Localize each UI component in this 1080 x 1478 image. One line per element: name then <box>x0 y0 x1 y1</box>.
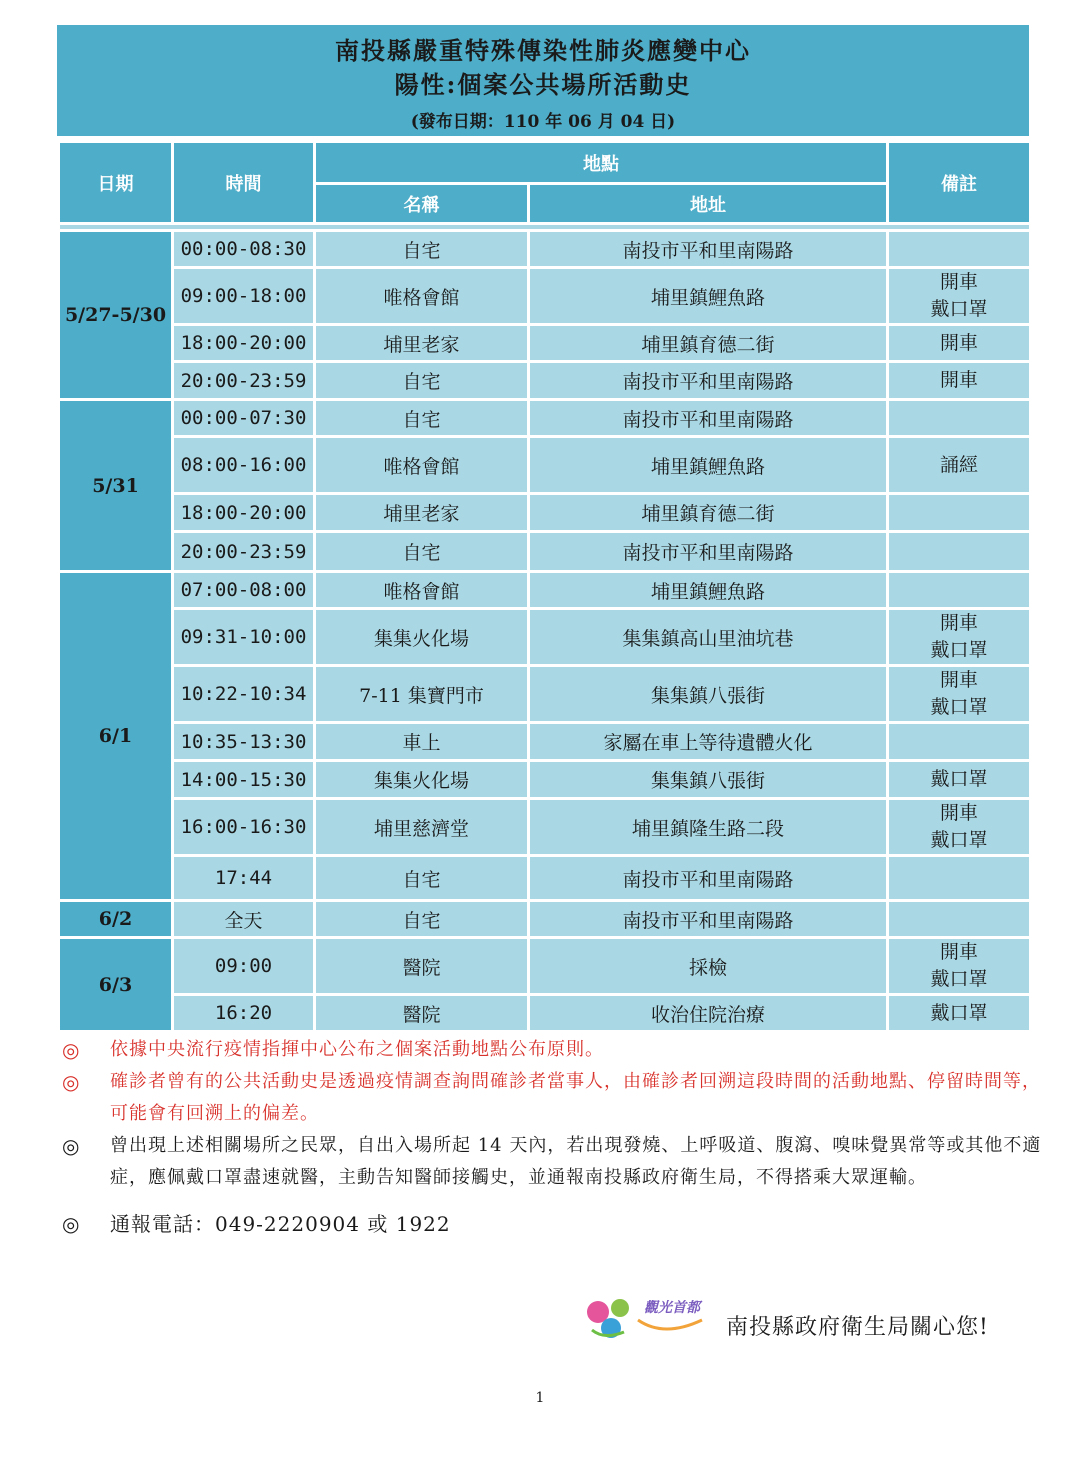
address-cell: 集集鎮八張街 <box>529 761 888 799</box>
remark-cell: 開車 戴口罩 <box>888 799 1031 856</box>
remark-cell <box>888 400 1031 437</box>
remark-cell <box>888 572 1031 609</box>
header-address: 地址 <box>529 184 888 224</box>
time-cell: 10:22-10:34 <box>173 666 315 723</box>
table-row <box>59 856 1031 901</box>
time-cell: 09:00 <box>173 938 315 995</box>
address-cell: 南投市平和里南陽路 <box>529 231 888 268</box>
date-cell: 5/31 <box>59 400 173 572</box>
note-text: 確診者曾有的公共活動史是透過疫情調查詢問確診者當事人，由確診者回溯這段時間的活動地點、停留時間等，可能會有回溯上的偏差。 <box>110 1071 1041 1124</box>
time-cell: 18:00-20:00 <box>173 494 315 532</box>
note-text: 曾出現上述相關場所之民眾，自出入場所起 14 天內，若出現發燒、上呼吸道、腹瀉、嗅味覺異常等或其他不適症，應佩戴口罩盡速就醫，主動告知醫師接觸史，並通報南投縣政府衛生局，不得搭乘大眾運輸。 <box>110 1135 1042 1188</box>
remark-cell: 開車 戴口罩 <box>888 666 1031 723</box>
remark-cell: 戴口罩 <box>888 761 1031 799</box>
table-row <box>59 325 1031 362</box>
table-row <box>59 901 1031 938</box>
address-cell: 南投市平和里南陽路 <box>529 362 888 400</box>
remark-cell: 開車 戴口罩 <box>888 938 1031 995</box>
name-cell: 7-11 集寶門市 <box>315 666 529 723</box>
table-row <box>59 494 1031 532</box>
table-row <box>59 437 1031 494</box>
time-cell: 20:00-23:59 <box>173 532 315 572</box>
table-separator <box>59 224 1031 231</box>
footer <box>584 1290 1024 1350</box>
time-cell: 07:00-08:00 <box>173 572 315 609</box>
table-row <box>59 532 1031 572</box>
header-date: 日期 <box>59 142 173 224</box>
time-cell: 10:35-13:30 <box>173 723 315 761</box>
table-row <box>59 723 1031 761</box>
name-cell: 自宅 <box>315 231 529 268</box>
remark-cell <box>888 532 1031 572</box>
time-cell: 17:44 <box>173 856 315 901</box>
document-title: 南投縣嚴重特殊傳染性肺炎應變中心 <box>335 36 751 65</box>
name-cell: 集集火化場 <box>315 609 529 666</box>
name-cell: 車上 <box>315 723 529 761</box>
table-row <box>59 761 1031 799</box>
name-cell: 醫院 <box>315 995 529 1032</box>
address-cell: 埔里鎮鯉魚路 <box>529 437 888 494</box>
time-cell: 16:00-16:30 <box>173 799 315 856</box>
separator-cell <box>59 224 1031 231</box>
table-row <box>59 231 1031 268</box>
date-cell: 6/2 <box>59 901 173 938</box>
name-cell: 醫院 <box>315 938 529 995</box>
note-phone <box>62 1208 1042 1240</box>
address-cell: 南投市平和里南陽路 <box>529 856 888 901</box>
address-cell: 埔里鎮鯉魚路 <box>529 572 888 609</box>
remark-cell <box>888 723 1031 761</box>
table-body <box>59 224 1031 1032</box>
table-row <box>59 268 1031 325</box>
date-cell: 6/1 <box>59 572 173 901</box>
phone-text: 通報電話：049-2220904 或 1922 <box>110 1212 451 1236</box>
address-cell: 埔里鎮鯉魚路 <box>529 268 888 325</box>
header-time: 時間 <box>173 142 315 224</box>
address-cell: 埔里鎮隆生路二段 <box>529 799 888 856</box>
address-cell: 埔里鎮育德二街 <box>529 494 888 532</box>
remark-cell <box>888 494 1031 532</box>
remark-cell <box>888 856 1031 901</box>
logo-text: 觀光首都 <box>644 1300 700 1316</box>
table-row <box>59 609 1031 666</box>
time-cell: 00:00-08:30 <box>173 231 315 268</box>
header-location: 地點 <box>315 142 888 184</box>
time-cell: 14:00-15:30 <box>173 761 315 799</box>
table-row <box>59 799 1031 856</box>
document-header <box>57 25 1029 136</box>
address-cell: 集集鎮高山里油坑巷 <box>529 609 888 666</box>
name-cell: 埔里老家 <box>315 325 529 362</box>
page-number: 1 <box>535 1390 545 1406</box>
table-row <box>59 666 1031 723</box>
table-row <box>59 400 1031 437</box>
notes-section <box>62 1034 1042 1240</box>
nantou-tourism-logo <box>584 1290 706 1346</box>
table-row <box>59 938 1031 995</box>
name-cell: 自宅 <box>315 532 529 572</box>
time-cell: 00:00-07:30 <box>173 400 315 437</box>
address-cell: 收治住院治療 <box>529 995 888 1032</box>
date-cell: 6/3 <box>59 938 173 1032</box>
time-cell: 09:00-18:00 <box>173 268 315 325</box>
document-subtitle: 陽性:個案公共場所活動史 <box>394 70 692 99</box>
name-cell: 埔里慈濟堂 <box>315 799 529 856</box>
name-cell: 唯格會館 <box>315 572 529 609</box>
time-cell: 16:20 <box>173 995 315 1032</box>
time-cell: 全天 <box>173 901 315 938</box>
time-cell: 20:00-23:59 <box>173 362 315 400</box>
table-row <box>59 572 1031 609</box>
header-name: 名稱 <box>315 184 529 224</box>
remark-cell: 開車 戴口罩 <box>888 609 1031 666</box>
activity-table <box>57 140 1032 1033</box>
name-cell: 集集火化場 <box>315 761 529 799</box>
remark-cell: 開車 <box>888 362 1031 400</box>
note-marker: ◎ <box>62 1070 81 1094</box>
note-item <box>62 1130 1042 1194</box>
name-cell: 唯格會館 <box>315 437 529 494</box>
name-cell: 埔里老家 <box>315 494 529 532</box>
remark-cell: 開車 戴口罩 <box>888 268 1031 325</box>
name-cell: 自宅 <box>315 856 529 901</box>
time-cell: 18:00-20:00 <box>173 325 315 362</box>
name-cell: 自宅 <box>315 362 529 400</box>
note-item <box>62 1034 1042 1066</box>
name-cell: 唯格會館 <box>315 268 529 325</box>
address-cell: 家屬在車上等待遺體火化 <box>529 723 888 761</box>
note-marker: ◎ <box>62 1134 81 1158</box>
publish-date: (發布日期：110 年 06 月 04 日) <box>410 112 676 132</box>
name-cell: 自宅 <box>315 400 529 437</box>
remark-cell: 開車 <box>888 325 1031 362</box>
address-cell: 集集鎮八張街 <box>529 666 888 723</box>
remark-cell: 戴口罩 <box>888 995 1031 1032</box>
table-row <box>59 995 1031 1032</box>
remark-cell: 誦經 <box>888 437 1031 494</box>
closing-text: 南投縣政府衛生局關心您! <box>726 1315 989 1340</box>
header-remark: 備註 <box>888 142 1031 224</box>
table-row <box>59 362 1031 400</box>
name-cell: 自宅 <box>315 901 529 938</box>
note-text: 依據中央流行疫情指揮中心公布之個案活動地點公布原則。 <box>110 1039 604 1060</box>
date-cell: 5/27-5/30 <box>59 231 173 400</box>
address-cell: 埔里鎮育德二街 <box>529 325 888 362</box>
time-cell: 09:31-10:00 <box>173 609 315 666</box>
remark-cell <box>888 231 1031 268</box>
address-cell: 採檢 <box>529 938 888 995</box>
time-cell: 08:00-16:00 <box>173 437 315 494</box>
note-marker: ◎ <box>62 1212 81 1236</box>
note-item <box>62 1066 1042 1130</box>
remark-cell <box>888 901 1031 938</box>
address-cell: 南投市平和里南陽路 <box>529 532 888 572</box>
address-cell: 南投市平和里南陽路 <box>529 400 888 437</box>
note-marker: ◎ <box>62 1038 81 1062</box>
address-cell: 南投市平和里南陽路 <box>529 901 888 938</box>
